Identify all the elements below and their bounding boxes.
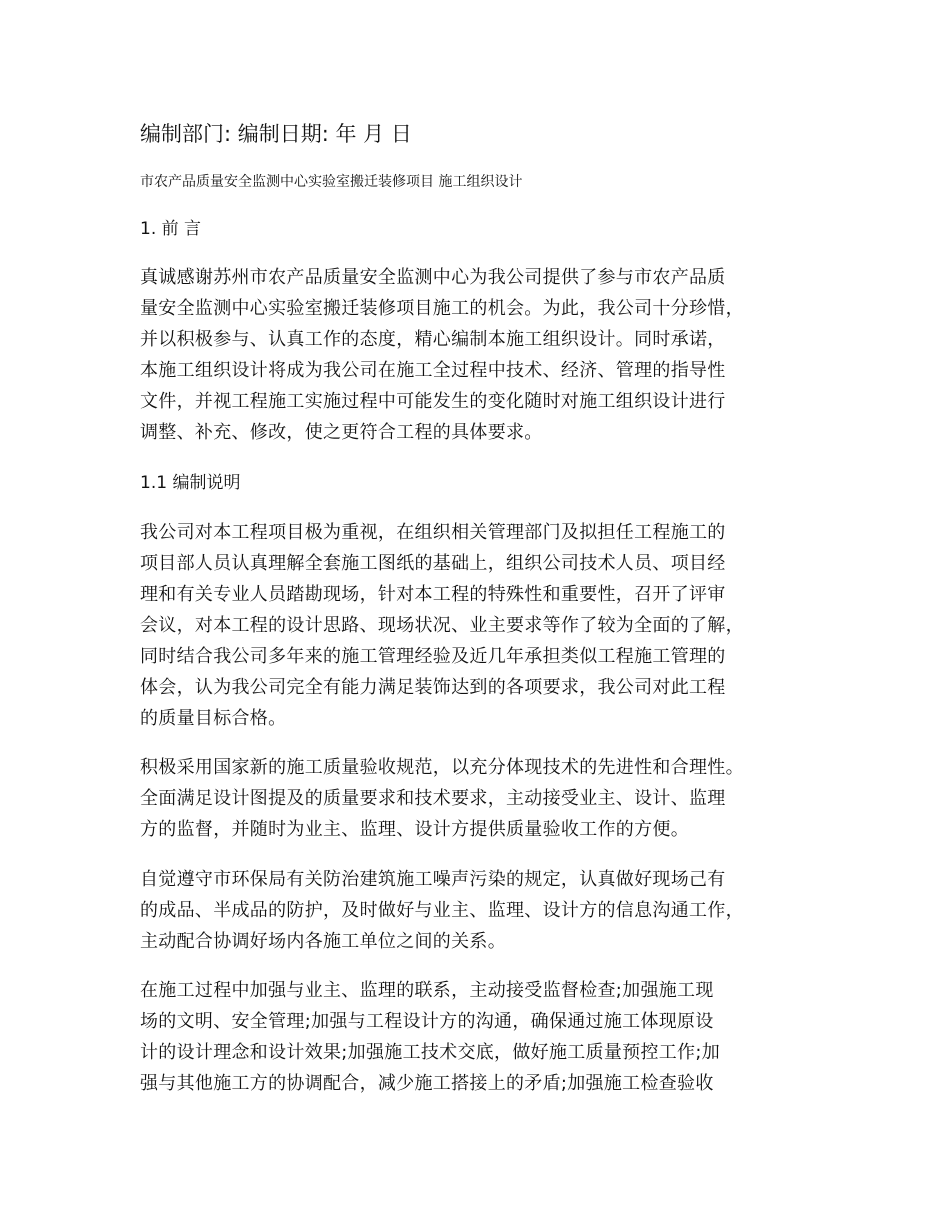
paragraph-line: 文件，并视工程施工实施过程中可能发生的变化随时对施工组织设计进行 — [140, 391, 726, 412]
paragraph-coordination — [140, 975, 830, 1099]
paragraph-line: 并以积极参与、认真工作的态度，精心编制本施工组织设计。同时承诺， — [140, 329, 726, 350]
paragraph-line: 量安全监测中心实验室搬迁装修项目施工的机会。为此，我公司十分珍惜， — [140, 298, 744, 319]
paragraph-line: 会议，对本工程的设计思路、现场状况、业主要求等作了较为全面的了解， — [140, 615, 744, 636]
paragraph-line: 计的设计理念和设计效果;加强施工技术交底，做好施工质量预控工作;加 — [140, 1042, 721, 1063]
paragraph-line: 强与其他施工方的协调配合，减少施工搭接上的矛盾;加强施工检查验收 — [140, 1073, 714, 1094]
paragraph-line: 体会，认为我公司完全有能力满足装饰达到的各项要求，我公司对此工程 — [140, 677, 726, 698]
paragraph-line: 主动配合协调好场内各施工单位之间的关系。 — [140, 931, 506, 952]
paragraph-line: 调整、补充、修改，使之更符合工程的具体要求。 — [140, 422, 543, 443]
paragraph-preface — [140, 262, 830, 448]
paragraph-line: 我公司对本工程项目极为重视，在组织相关管理部门及拟担任工程施工的 — [140, 522, 726, 543]
paragraph-line: 在施工过程中加强与业主、监理的联系，主动接受监督检查;加强施工现 — [140, 980, 714, 1001]
paragraph-line: 真诚感谢苏州市农产品质量安全监测中心为我公司提供了参与市农产品质 — [140, 267, 726, 288]
document-heading: 编制部门: 编制日期: 年 月 日 — [140, 122, 412, 146]
section-heading-preface: 1. 前 言 — [140, 219, 202, 239]
paragraph-compilation-notes — [140, 517, 830, 734]
paragraph-line: 的成品、半成品的防护，及时做好与业主、监理、设计方的信息沟通工作， — [140, 900, 744, 921]
paragraph-line: 项目部人员认真理解全套施工图纸的基础上，组织公司技术人员、项目经 — [140, 553, 726, 574]
paragraph-line: 理和有关专业人员踏勘现场，针对本工程的特殊性和重要性，召开了评审 — [140, 584, 726, 605]
paragraph-line: 自觉遵守市环保局有关防治建筑施工噪声污染的规定，认真做好现场己有 — [140, 869, 726, 890]
paragraph-line: 积极采用国家新的施工质量验收规范，以充分体现技术的先进性和合理性。 — [140, 757, 744, 778]
paragraph-line: 方的监督，并随时为业主、监理、设计方提供质量验收工作的方便。 — [140, 819, 689, 840]
paragraph-quality-standards — [140, 752, 830, 845]
paragraph-line: 本施工组织设计将成为我公司在施工全过程中技术、经济、管理的指导性 — [140, 360, 726, 381]
paragraph-line: 同时结合我公司多年来的施工管理经验及近几年承担类似工程施工管理的 — [140, 646, 726, 667]
paragraph-line: 的质量目标合格。 — [140, 708, 287, 729]
paragraph-environmental-compliance — [140, 864, 830, 957]
paragraph-line: 全面满足设计图提及的质量要求和技术要求，主动接受业主、设计、监理 — [140, 788, 726, 809]
section-heading-compilation-notes: 1.1 编制说明 — [140, 473, 241, 493]
document-subtitle: 市农产品质量安全监测中心实验室搬迁装修项目 施工组织设计 — [140, 174, 523, 190]
paragraph-line: 场的文明、安全管理;加强与工程设计方的沟通，确保通过施工体现原设 — [140, 1011, 714, 1032]
